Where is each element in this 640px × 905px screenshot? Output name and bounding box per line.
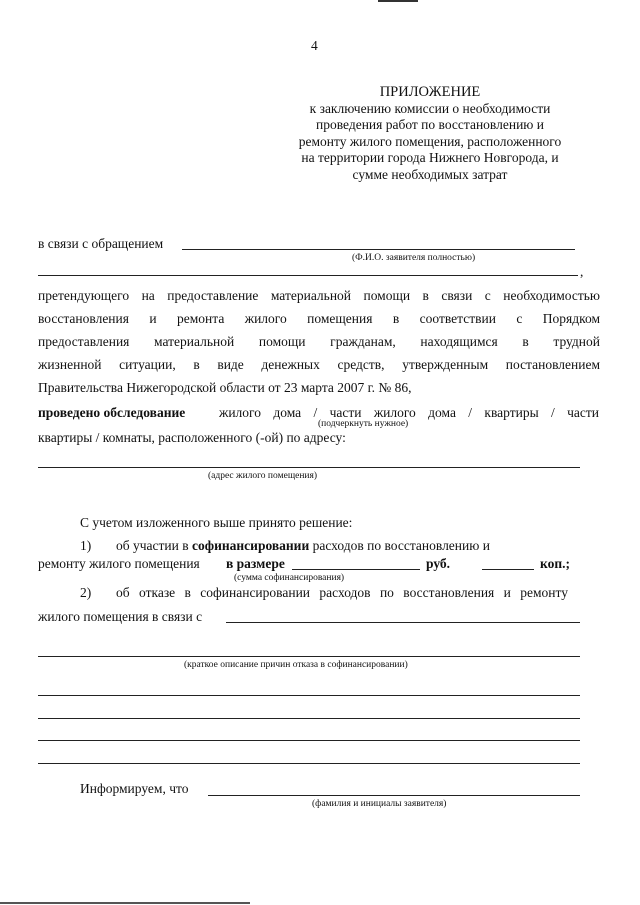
- inform-text: Информируем, что: [80, 781, 189, 796]
- scan-mark-bottom: [0, 902, 250, 904]
- address-field[interactable]: [38, 467, 580, 468]
- blank-line[interactable]: [38, 695, 580, 696]
- appendix-line: сумме необходимых затрат: [352, 166, 508, 182]
- scan-mark-top: [378, 0, 418, 2]
- paragraph-line: жизненной ситуации, в виде денежных средств, утвержденным постановлением: [38, 357, 600, 372]
- inform-hint: (фамилия и инициалы заявителя): [312, 799, 447, 809]
- sum-hint: (сумма софинансирования): [234, 573, 345, 583]
- appendix-line: на территории города Нижнего Новгорода, и: [301, 150, 559, 165]
- item1-line2-a: ремонту жилого помещения: [38, 556, 200, 571]
- kop-label: коп.;: [540, 556, 570, 571]
- paragraph-line: Правительства Нижегородской области от 23 марта 2007 г. № 86,: [38, 380, 412, 395]
- item1-text-a: об участии в: [116, 538, 189, 553]
- inspection-options: жилого дома / части жилого дома / квартиры / части: [219, 405, 599, 420]
- refusal-reason-field-continued[interactable]: [38, 656, 580, 657]
- inspection-line2: квартиры / комнаты, расположенного (-ой) по адресу:: [38, 430, 346, 445]
- item2-number: 2): [80, 585, 92, 600]
- item2-line2: жилого помещения в связи с: [38, 609, 203, 624]
- paragraph-line: восстановления и ремонта жилого помещения в соответствии с Порядком: [38, 311, 600, 326]
- refusal-reason-field[interactable]: [226, 622, 580, 623]
- sum-kop-field[interactable]: [482, 569, 534, 570]
- sum-rub-field[interactable]: [292, 569, 420, 570]
- blank-line[interactable]: [38, 763, 580, 764]
- page-number: 4: [311, 38, 318, 53]
- blank-line[interactable]: [38, 740, 580, 741]
- comma: ,: [580, 264, 584, 279]
- item1-number: 1): [80, 538, 92, 553]
- address-hint: (адрес жилого помещения): [208, 471, 318, 481]
- appendix-block: [262, 84, 598, 183]
- inform-name-field[interactable]: [208, 795, 580, 796]
- paragraph-line: претендующего на предоставление материальной помощи в связи с необходимостью: [38, 288, 600, 303]
- applicant-hint: (Ф.И.О. заявителя полностью): [352, 253, 476, 263]
- applicant-name-field[interactable]: [182, 249, 575, 250]
- item1-text: [116, 538, 490, 554]
- item2-text: об отказе в софинансировании расходов по восстановления и ремонту: [116, 585, 568, 600]
- inspection-label: проведено обследование: [38, 405, 186, 420]
- item1-bold: софинансировании: [192, 538, 310, 553]
- item1-line2-bold: в размере: [226, 556, 285, 571]
- appendix-line: проведения работ по восстановлению и: [316, 117, 544, 132]
- item1-text-b: расходов по восстановлению и: [312, 538, 490, 553]
- inspection-hint: (подчеркнуть нужное): [318, 419, 409, 429]
- appendix-title: ПРИЛОЖЕНИЕ: [379, 84, 481, 100]
- decision-intro: С учетом изложенного выше принято решение:: [80, 515, 353, 530]
- applicant-name-field-continued[interactable]: [38, 275, 578, 276]
- appendix-line: к заключению комиссии о необходимости: [309, 100, 551, 116]
- blank-line[interactable]: [38, 718, 580, 719]
- appendix-line: ремонту жилого помещения, расположенного: [298, 133, 562, 149]
- paragraph-line: предоставления материальной помощи гражданам, находящимся в трудной: [38, 334, 600, 349]
- refusal-hint: (краткое описание причин отказа в софинансировании): [184, 660, 408, 670]
- rub-label: руб.: [426, 556, 451, 571]
- applicant-label: в связи с обращением: [38, 236, 164, 251]
